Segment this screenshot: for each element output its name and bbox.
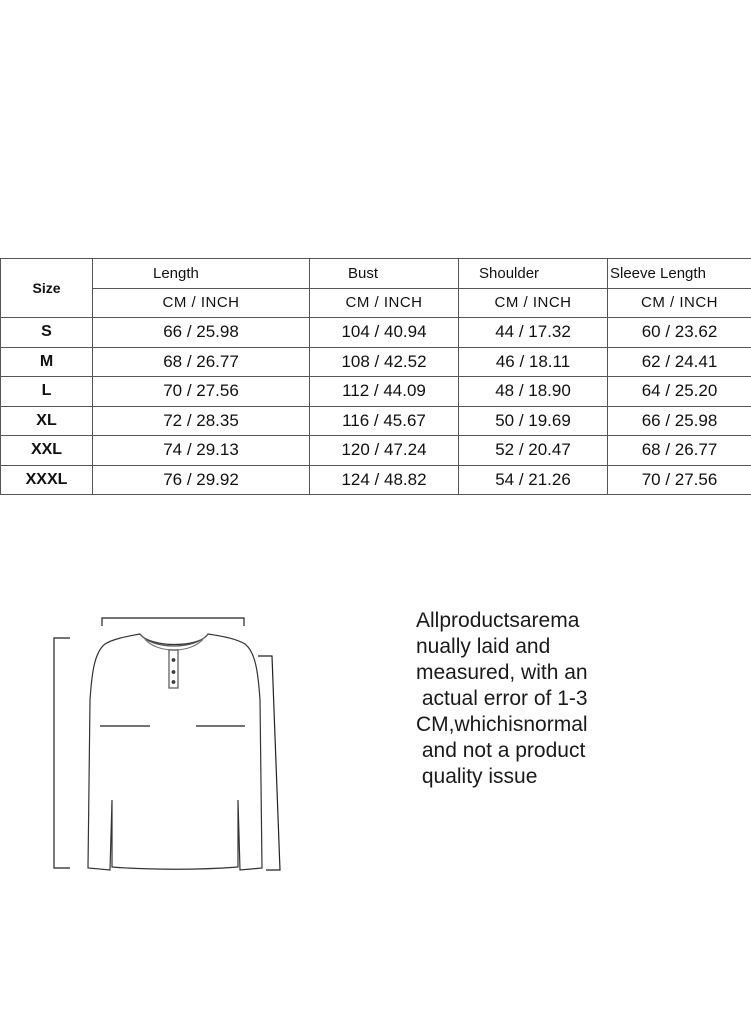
size-cell: XL [1,406,93,436]
note-line: CM,whichisnormal [416,713,588,736]
size-cell: XXL [1,436,93,466]
unit-label: CM / INCH [93,288,310,318]
shoulder-cell: 52 / 20.47 [459,436,608,466]
shoulder-cell: 50 / 19.69 [459,406,608,436]
note-line: actual error of 1-3 [416,687,588,710]
length-cell: 70 / 27.56 [93,377,310,407]
unit-row [1,288,751,318]
bust-cell: 104 / 40.94 [310,318,459,348]
table-row [1,436,751,466]
sleeve-length-cell: 62 / 24.41 [608,347,751,377]
shoulder-cell: 54 / 21.26 [459,465,608,495]
length-cell: 76 / 29.92 [93,465,310,495]
shoulder-cell: 48 / 18.90 [459,377,608,407]
shoulder-measure-line [102,618,244,626]
length-cell: 68 / 26.77 [93,347,310,377]
length-cell: 72 / 28.35 [93,406,310,436]
unit-label: CM / INCH [310,288,459,318]
shirt-outline [88,634,262,870]
note-line: measured, with an [416,661,588,684]
sleeve-length-cell: 66 / 25.98 [608,406,751,436]
sleeve-length-cell: 64 / 25.20 [608,377,751,407]
size-cell: M [1,347,93,377]
length-cell: 66 / 25.98 [93,318,310,348]
note-line: Allproductsarema [416,609,580,632]
bust-cell: 124 / 48.82 [310,465,459,495]
bust-column-header: Bust [310,259,459,289]
note-line: and not a product [416,739,586,762]
sleeve-length-cell: 68 / 26.77 [608,436,751,466]
size-column-header: Size [1,259,93,318]
bust-cell: 120 / 47.24 [310,436,459,466]
shoulder-cell: 46 / 18.11 [459,347,608,377]
sleeve-length-cell: 70 / 27.56 [608,465,751,495]
table-row [1,406,751,436]
table-row [1,318,751,348]
measurement-note [416,608,716,790]
bust-cell: 108 / 42.52 [310,347,459,377]
length-measure-line [54,638,70,868]
note-line: quality issue [416,765,538,788]
unit-label: CM / INCH [608,288,751,318]
shoulder-column-header: Shoulder [459,259,608,289]
table-row [1,347,751,377]
table-row [1,465,751,495]
table-row [1,377,751,407]
sleeve-length-column-header: Sleeve Length [608,259,751,289]
length-cell: 74 / 29.13 [93,436,310,466]
bust-cell: 112 / 44.09 [310,377,459,407]
bust-cell: 116 / 45.67 [310,406,459,436]
size-chart-table [0,258,751,495]
size-cell: XXXL [1,465,93,495]
length-column-header: Length [93,259,310,289]
header-row [1,259,751,289]
shoulder-cell: 44 / 17.32 [459,318,608,348]
shirt-measurement-diagram [40,600,300,880]
size-cell: S [1,318,93,348]
size-cell: L [1,377,93,407]
note-line: nually laid and [416,635,551,658]
unit-label: CM / INCH [459,288,608,318]
sleeve-length-cell: 60 / 23.62 [608,318,751,348]
